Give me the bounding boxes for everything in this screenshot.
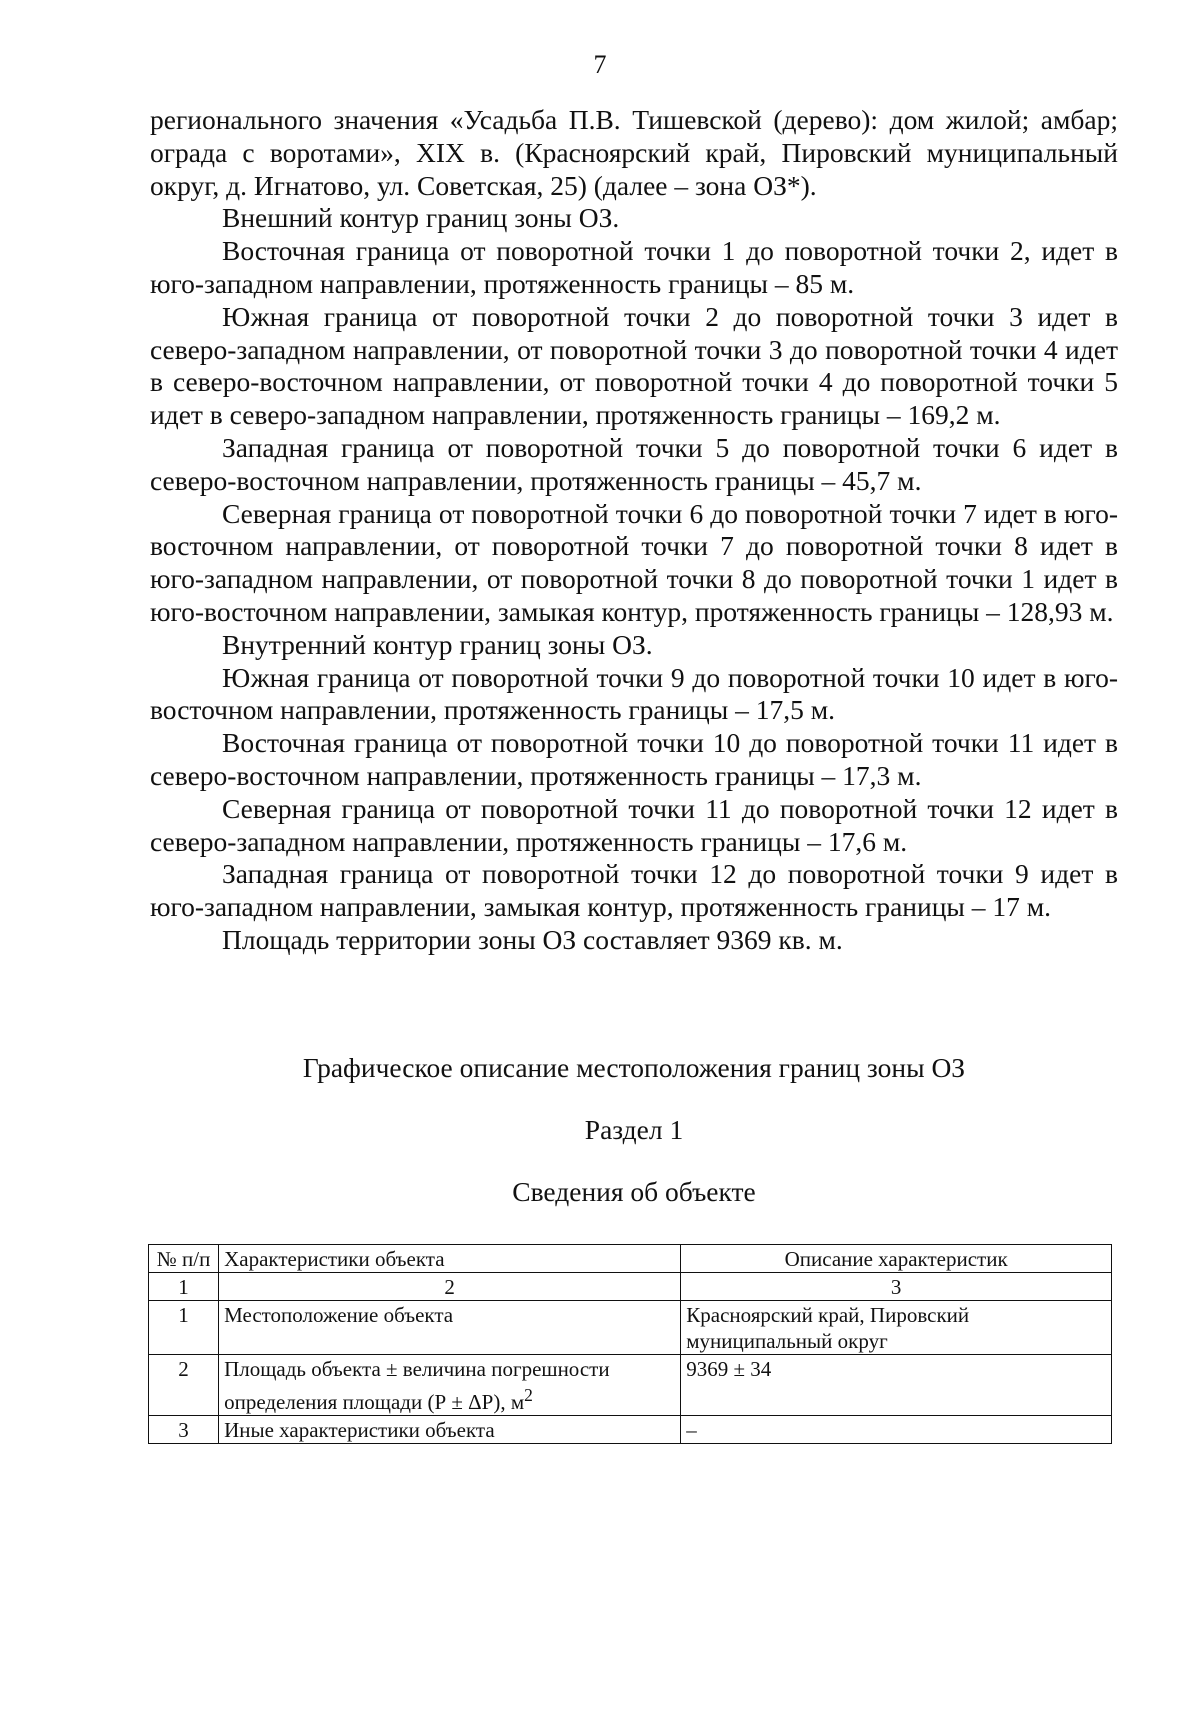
section-title: Раздел 1 [584, 1114, 684, 1145]
table-numbering-row [149, 1273, 1112, 1301]
table-row [149, 1416, 1112, 1444]
row-value: Красноярский край, Пировский муниципальный округ [681, 1301, 1112, 1355]
graphic-description-title: Графическое описание местоположения границ зоны ОЗ [302, 1052, 966, 1083]
body-text [150, 104, 1118, 957]
row-characteristic: Иные характеристики объекта [219, 1416, 681, 1444]
header-description: Описание характеристик [681, 1245, 1112, 1273]
numbering-cell: 2 [219, 1273, 681, 1301]
row-value: 9369 ± 34 [681, 1355, 1112, 1416]
paragraph: Южная граница от поворотной точки 9 до поворотной точки 10 идет в юго-восточном направлении, протяженность границы – 17,5 м. [150, 661, 1118, 726]
row-number: 2 [149, 1355, 219, 1416]
paragraph: Западная граница от поворотной точки 12 до поворотной точки 9 идет в юго-западном направлении, замыкая контур, протяженность границы – 17 м. [150, 858, 1118, 923]
row-characteristic [219, 1355, 681, 1416]
table-header-row [149, 1245, 1112, 1273]
paragraph: Западная граница от поворотной точки 5 до поворотной точки 6 идет в северо-восточном направлении, протяженность границы – 45,7 м. [150, 431, 1118, 496]
page-number: 7 [593, 50, 607, 79]
header-number: № п/п [149, 1245, 219, 1273]
paragraph: Северная граница от поворотной точки 11 до поворотной точки 12 идет в северо-западном направлении, протяженность границы – 17,6 м. [150, 792, 1118, 857]
row-value: – [681, 1416, 1112, 1444]
row-characteristic-text: Площадь объекта ± величина погрешности определения площади (Р ± ΔР), м [224, 1357, 610, 1414]
row-number: 3 [149, 1416, 219, 1444]
table-row [149, 1355, 1112, 1416]
numbering-cell: 3 [681, 1273, 1112, 1301]
table-row [149, 1301, 1112, 1355]
paragraph: Северная граница от поворотной точки 6 до поворотной точки 7 идет в юго-восточном направлении, от поворотной точки 7 до поворотной точки 8 идет в юго-западном направлении, от поворотной точки 8 до поворотной точки 1 идет в юго-восточном направлении, замыкая контур, протяженность границы – 128,93 м. [150, 497, 1118, 627]
header-characteristic: Характеристики объекта [219, 1245, 681, 1273]
object-info-table [148, 1244, 1112, 1444]
unit-superscript: 2 [524, 1385, 533, 1405]
row-number: 1 [149, 1301, 219, 1355]
row-characteristic: Местоположение объекта [219, 1301, 681, 1355]
paragraph: регионального значения «Усадьба П.В. Тишевской (дерево): дом жилой; амбар; ограда с воротами», XIX в. (Красноярский край, Пировский муниципальный округ, д. Игнатово, ул. Советская, 25) (далее – зона ОЗ*). [150, 104, 1118, 201]
paragraph: Площадь территории зоны ОЗ составляет 9369 кв. м. [222, 923, 843, 955]
object-info-title: Сведения об объекте [512, 1176, 756, 1207]
paragraph: Восточная граница от поворотной точки 10 до поворотной точки 11 идет в северо-восточном направлении, протяженность границы – 17,3 м. [150, 727, 1118, 791]
numbering-cell: 1 [149, 1273, 219, 1301]
paragraph: Внутренний контур границ зоны ОЗ. [222, 628, 653, 660]
paragraph: Восточная граница от поворотной точки 1 до поворотной точки 2, идет в юго-западном направлении, протяженность границы – 85 м. [150, 235, 1118, 299]
paragraph: Южная граница от поворотной точки 2 до поворотной точки 3 идет в северо-западном направлении, от поворотной точки 3 до поворотной точки 4 идет в северо-восточном направлении, от поворотной точки 4 до поворотной точки 5 идет в северо-западном направлении, протяженность границы – 169,2 м. [150, 300, 1118, 431]
paragraph: Внешний контур границ зоны ОЗ. [222, 202, 620, 234]
